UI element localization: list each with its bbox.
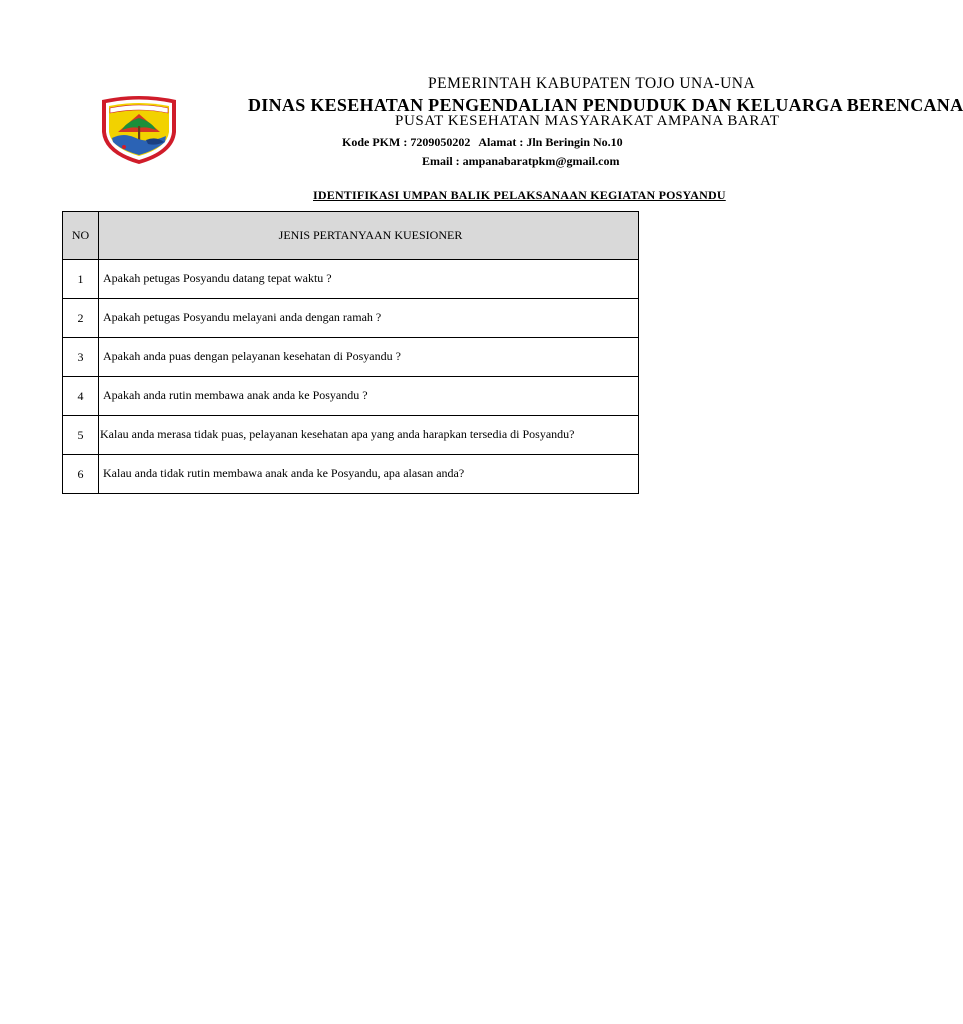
row-question: Kalau anda merasa tidak puas, pelayanan kesehatan apa yang anda harapkan tersedia di Posyandu? — [99, 416, 639, 455]
email-line: Email : ampanabaratpkm@gmail.com — [422, 154, 620, 168]
government-title: PEMERINTAH KABUPATEN TOJO UNA-UNA — [428, 75, 756, 92]
table-row — [63, 299, 639, 338]
row-number: 2 — [63, 299, 99, 338]
row-number: 6 — [63, 455, 99, 494]
table-row — [63, 260, 639, 299]
row-number: 5 — [63, 416, 99, 455]
department-title: DINAS KESEHATAN PENGENDALIAN PENDUDUK DAN KELUARGA BERENCANA — [248, 95, 963, 115]
row-question: Kalau anda tidak rutin membawa anak anda ke Posyandu, apa alasan anda? — [99, 455, 639, 494]
questionnaire-table — [62, 211, 639, 494]
row-question: Apakah anda puas dengan pelayanan kesehatan di Posyandu ? — [99, 338, 639, 377]
code-address-line — [342, 136, 623, 148]
table-header-row — [63, 212, 639, 260]
row-number: 4 — [63, 377, 99, 416]
table-row — [63, 455, 639, 494]
health-center-title: PUSAT KESEHATAN MASYARAKAT AMPANA BARAT — [395, 113, 780, 129]
column-header-no: NO — [63, 212, 99, 260]
table-row — [63, 377, 639, 416]
district-coat-of-arms-icon — [96, 92, 182, 166]
address: Alamat : Jln Beringin No.10 — [478, 135, 623, 149]
document-title: IDENTIFIKASI UMPAN BALIK PELAKSANAAN KEGIATAN POSYANDU — [313, 188, 726, 202]
row-question: Apakah petugas Posyandu datang tepat waktu ? — [99, 260, 639, 299]
column-header-question: JENIS PERTANYAAN KUESIONER — [99, 212, 639, 260]
row-number: 3 — [63, 338, 99, 377]
row-question: Apakah petugas Posyandu melayani anda dengan ramah ? — [99, 299, 639, 338]
table-row — [63, 416, 639, 455]
table-row — [63, 338, 639, 377]
pkm-code: Kode PKM : 7209050202 — [342, 135, 471, 149]
row-number: 1 — [63, 260, 99, 299]
row-question: Apakah anda rutin membawa anak anda ke Posyandu ? — [99, 377, 639, 416]
